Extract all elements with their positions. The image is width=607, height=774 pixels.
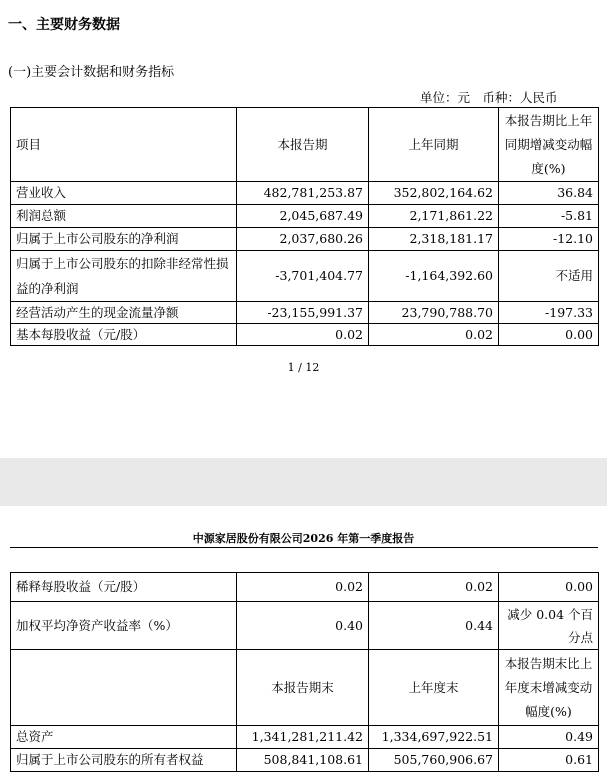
row-current: 0.02 — [237, 573, 369, 602]
row-item: 加权平均净资产收益率（%） — [11, 602, 237, 650]
row-change: -5.81 — [499, 205, 599, 228]
header-item — [11, 650, 237, 726]
header-prior-period: 上年同期 — [369, 108, 499, 182]
header-divider — [10, 547, 598, 548]
row-current: 2,045,687.49 — [237, 205, 369, 228]
row-change: 不适用 — [499, 251, 599, 302]
row-prior: 0.02 — [369, 573, 499, 602]
row-item: 总资产 — [11, 726, 237, 749]
page-number: 1 / 12 — [287, 361, 320, 374]
row-current: -3,701,404.77 — [237, 251, 369, 302]
header-item: 项目 — [11, 108, 237, 182]
header-current-period: 本报告期 — [237, 108, 369, 182]
header-period-end: 本报告期末 — [237, 650, 369, 726]
row-item: 归属于上市公司股东的扣除非经常性损益的净利润 — [11, 251, 237, 302]
report-header: 中源家居股份有限公司2026 年第一季度报告 — [192, 532, 415, 545]
row-change: 0.61 — [499, 749, 599, 772]
row-prior: 2,171,861.22 — [369, 205, 499, 228]
row-prior: 352,802,164.62 — [369, 182, 499, 205]
row-prior: -1,164,392.60 — [369, 251, 499, 302]
row-prior: 1,334,697,922.51 — [369, 726, 499, 749]
table-header-row — [11, 650, 599, 726]
row-change: 0.49 — [499, 726, 599, 749]
table-row — [11, 251, 599, 302]
row-prior: 2,318,181.17 — [369, 228, 499, 251]
row-item: 利润总额 — [11, 205, 237, 228]
row-current: 1,341,281,211.42 — [237, 726, 369, 749]
row-change: 0.00 — [499, 573, 599, 602]
header-change: 本报告期末比上年度末增减变动幅度(%) — [499, 650, 599, 726]
row-change: 减少 0.04 个百分点 — [499, 602, 599, 650]
row-current: 2,037,680.26 — [237, 228, 369, 251]
row-current: 0.40 — [237, 602, 369, 650]
row-prior: 0.02 — [369, 324, 499, 346]
row-item: 营业收入 — [11, 182, 237, 205]
row-current: 508,841,108.61 — [237, 749, 369, 772]
row-item: 稀释每股收益（元/股） — [11, 573, 237, 602]
row-prior: 23,790,788.70 — [369, 302, 499, 324]
table-row — [11, 302, 599, 324]
row-prior: 505,760,906.67 — [369, 749, 499, 772]
table-row — [11, 602, 599, 650]
subsection-title: (一)主要会计数据和财务指标 — [8, 65, 175, 80]
row-change: 0.00 — [499, 324, 599, 346]
row-item: 归属于上市公司股东的净利润 — [11, 228, 237, 251]
row-item: 经营活动产生的现金流量净额 — [11, 302, 237, 324]
table-row — [11, 228, 599, 251]
table-row — [11, 182, 599, 205]
table-row — [11, 573, 599, 602]
table-header-row — [11, 108, 599, 182]
table-row — [11, 749, 599, 772]
row-item: 基本每股收益（元/股） — [11, 324, 237, 346]
row-change: -12.10 — [499, 228, 599, 251]
row-current: -23,155,991.37 — [237, 302, 369, 324]
unit-currency-line: 单位：元 币种：人民币 — [420, 90, 558, 105]
table-row — [11, 726, 599, 749]
row-item: 归属于上市公司股东的所有者权益 — [11, 749, 237, 772]
financial-data-table-2 — [10, 572, 599, 772]
row-change: 36.84 — [499, 182, 599, 205]
header-prior-year-end: 上年度末 — [369, 650, 499, 726]
row-current: 0.02 — [237, 324, 369, 346]
row-prior: 0.44 — [369, 602, 499, 650]
table-row — [11, 324, 599, 346]
table-row — [11, 205, 599, 228]
page-gap — [0, 458, 607, 506]
row-change: -197.33 — [499, 302, 599, 324]
row-current: 482,781,253.87 — [237, 182, 369, 205]
header-change: 本报告期比上年同期增减变动幅度(%) — [499, 108, 599, 182]
section-title: 一、主要财务数据 — [8, 17, 120, 33]
financial-data-table-1 — [10, 107, 599, 346]
